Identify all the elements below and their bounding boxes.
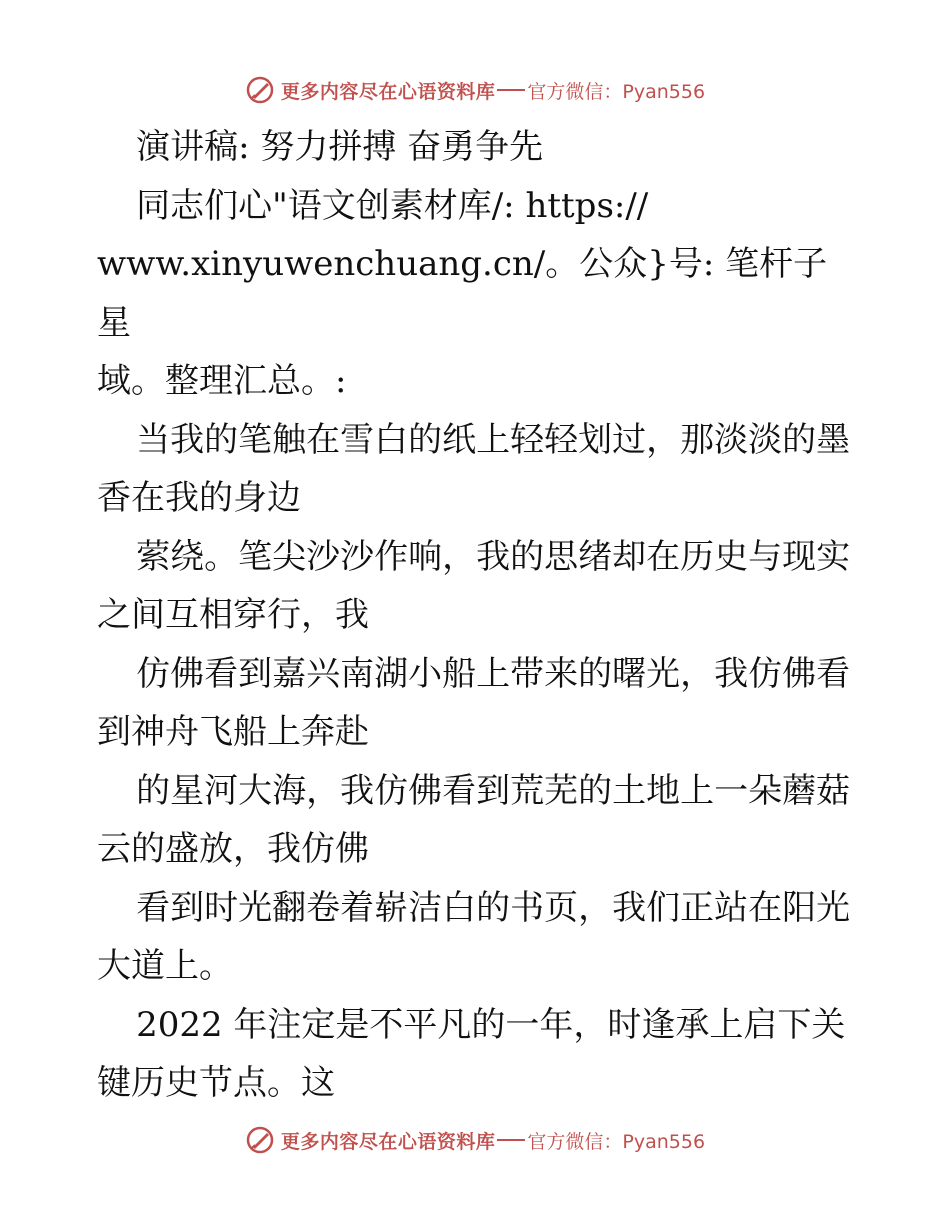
text-line: 仿佛看到嘉兴南湖小船上带来的曙光，我仿佛看 [136, 653, 851, 694]
text-line: www.xinyuwenchuang.cn/。公众}号: 笔杆子星 [97, 244, 828, 343]
text-line: 萦绕。笔尖沙沙作响，我的思绪却在历史与现实 [136, 536, 851, 577]
text-line: 香在我的身边 [97, 478, 301, 518]
text-line: 的星河大海，我仿佛看到荒芜的土地上一朵蘑菇 [136, 770, 851, 811]
header-watermark [0, 70, 950, 110]
footer-watermark [0, 1120, 950, 1160]
text-line: 到神舟飞船上奔赴 [97, 712, 369, 752]
footer-wechat: 官方微信：Pyan556 [527, 1130, 706, 1153]
text-line: 之间互相穿行，我 [97, 595, 369, 635]
text-line: 看到时光翻卷着崭洁白的书页，我们正站在阳光 [136, 887, 851, 928]
text-line: 同志们心"语文创素材库/: https:// [136, 185, 649, 226]
footer-slogan: 更多内容尽在心语资料库 [280, 1130, 496, 1153]
quill-logo-icon [245, 1125, 275, 1155]
quill-logo-icon [245, 75, 275, 105]
text-line: 2022 年注定是不平凡的一年，时逢承上启下关 [136, 1004, 846, 1045]
text-line: 大道上。 [97, 946, 233, 986]
footer-divider [497, 1139, 525, 1141]
header-wechat: 官方微信：Pyan556 [527, 80, 706, 103]
text-line: 当我的笔触在雪白的纸上轻轻划过，那淡淡的墨 [136, 419, 851, 460]
text-line: 云的盛放，我仿佛 [97, 829, 369, 869]
header-slogan: 更多内容尽在心语资料库 [280, 80, 496, 103]
text-line: 域。整理汇总。: [97, 361, 347, 401]
text-line: 键历史节点。这 [97, 1063, 335, 1103]
header-divider [497, 89, 525, 91]
document-body [97, 118, 857, 1113]
title-line: 演讲稿: 努力拼搏 奋勇争先 [136, 127, 544, 167]
